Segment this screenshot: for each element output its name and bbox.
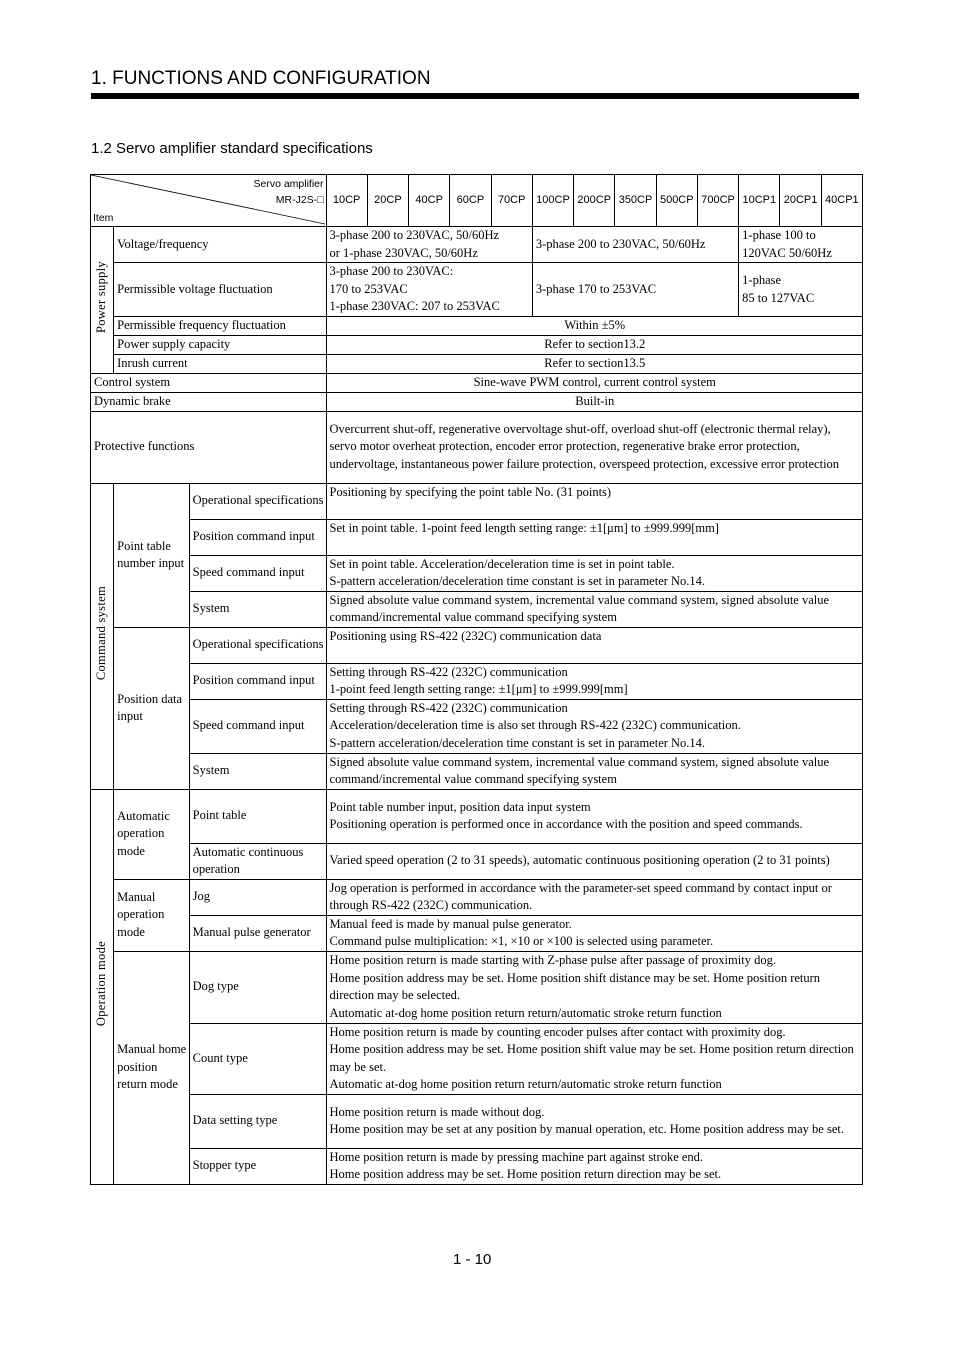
cell-value: Home position return is made by counting encoder pulses after contact with proximity dog. Home position address may be set. Home position shift value may be set. Home position return direction may be set. Automatic at-dog home position return return/automatic stroke return function (326, 1023, 862, 1094)
corner-item: Item (93, 212, 114, 224)
sub-group-label: Point table number input (114, 483, 189, 627)
row-label: Operational specifications (189, 627, 326, 663)
cell-value: 3-phase 200 to 230VAC, 50/60Hz (532, 227, 738, 263)
cell-value: 3-phase 200 to 230VAC: 170 to 253VAC 1-phase 230VAC: 207 to 253VAC (326, 263, 532, 317)
row-label: Permissible voltage fluctuation (114, 263, 326, 317)
cell-value: Positioning by specifying the point table No. (31 points) (326, 483, 862, 519)
row-label: Position command input (189, 519, 326, 555)
row-label: Count type (189, 1023, 326, 1094)
cell-value: Set in point table. Acceleration/deceleration time is set in point table. S-pattern acceleration/deceleration time constant is set in parameter No.14. (326, 555, 862, 591)
sub-group-label: Automatic operation mode (114, 789, 189, 879)
cell-value: Refer to section13.2 (326, 336, 862, 355)
model-header: 700CP (697, 175, 738, 227)
row-label: Control system (91, 374, 327, 393)
cell-value: Setting through RS-422 (232C) communication 1-point feed length setting range: ±1[μm] to ±999.999[mm] (326, 663, 862, 699)
spec-table (90, 174, 863, 1185)
model-header: 350CP (615, 175, 656, 227)
group-power-supply: Power supply (91, 227, 114, 374)
corner-model: MR-J2S-□ (275, 194, 324, 206)
cell-value: Point table number input, position data input system Positioning operation is performed once in accordance with the position and speed commands. (326, 789, 862, 843)
cell-value: Home position return is made starting with Z-phase pulse after passage of proximity dog. Home position address may be set. Home position shift distance may be set. Home position return direction may be selected. Automatic at-dog home position return return/automatic stroke return function (326, 951, 862, 1023)
cell-value: Setting through RS-422 (232C) communication Acceleration/deceleration time is also set through RS-422 (232C) communication. S-pattern acceleration/deceleration time constant is set in parameter No.14. (326, 699, 862, 753)
row-label: Dog type (189, 951, 326, 1023)
cell-value: 1-phase 85 to 127VAC (739, 263, 863, 317)
row-label: Operational specifications (189, 483, 326, 519)
cell-value: Built-in (326, 392, 862, 411)
page-number: 1 - 10 (453, 1251, 492, 1268)
sub-group-label: Position data input (114, 627, 189, 789)
cell-value: Within ±5% (326, 317, 862, 336)
cell-value: 1-phase 100 to 120VAC 50/60Hz (739, 227, 863, 263)
cell-value: Home position return is made by pressing machine part against stroke end. Home position address may be set. Home position return direction may be set. (326, 1148, 862, 1184)
model-header: 20CP (367, 175, 408, 227)
model-header: 40CP1 (821, 175, 862, 227)
cell-value: Varied speed operation (2 to 31 speeds), automatic continuous positioning operation (2 to 31 points) (326, 843, 862, 879)
row-label: Inrush current (114, 355, 326, 374)
row-label: Permissible frequency fluctuation (114, 317, 326, 336)
row-label: Voltage/frequency (114, 227, 326, 263)
corner-servo-amplifier: Servo amplifier (253, 178, 324, 190)
row-label: Position command input (189, 663, 326, 699)
model-header: 60CP (450, 175, 491, 227)
sub-group-label: Manual operation mode (114, 879, 189, 951)
header-rule (91, 93, 859, 99)
row-label: Protective functions (91, 411, 327, 483)
cell-value: 3-phase 200 to 230VAC, 50/60Hz or 1-phase 230VAC, 50/60Hz (326, 227, 532, 263)
model-header: 10CP1 (739, 175, 780, 227)
cell-value: 3-phase 170 to 253VAC (532, 263, 738, 317)
cell-value: Set in point table. 1-point feed length setting range: ±1[μm] to ±999.999[mm] (326, 519, 862, 555)
cell-value: Positioning using RS-422 (232C) communication data (326, 627, 862, 663)
cell-value: Home position return is made without dog. Home position may be set at any position by manual operation, etc. Home position address may be set. (326, 1094, 862, 1148)
model-header: 200CP (574, 175, 615, 227)
table-corner (91, 175, 327, 227)
cell-value: Refer to section13.5 (326, 355, 862, 374)
row-label: Speed command input (189, 555, 326, 591)
section-title: 1.2 Servo amplifier standard specifications (91, 140, 373, 157)
row-label: Power supply capacity (114, 336, 326, 355)
row-label: Speed command input (189, 699, 326, 753)
cell-value: Sine-wave PWM control, current control system (326, 374, 862, 393)
row-label: Automatic continuous operation (189, 843, 326, 879)
model-header: 100CP (532, 175, 573, 227)
row-label: Jog (189, 879, 326, 915)
cell-value: Signed absolute value command system, incremental value command system, signed absolute value command/incremental value command specifying system (326, 591, 862, 627)
model-header: 20CP1 (780, 175, 821, 227)
cell-value: Jog operation is performed in accordance with the parameter-set speed command by contact input or through RS-422 (232C) communication. (326, 879, 862, 915)
group-command-system: Command system (91, 483, 114, 789)
cell-value: Manual feed is made by manual pulse generator. Command pulse multiplication: ×1, ×10 or ×100 is selected using parameter. (326, 915, 862, 951)
row-label: Dynamic brake (91, 392, 327, 411)
row-label: Data setting type (189, 1094, 326, 1148)
row-label: System (189, 591, 326, 627)
row-label: Stopper type (189, 1148, 326, 1184)
model-header: 70CP (491, 175, 532, 227)
cell-value: Overcurrent shut-off, regenerative overvoltage shut-off, overload shut-off (electronic thermal relay), servo motor overheat protection, encoder error protection, regenerative brake error protection, undervoltage, instantaneous power failure protection, overspeed protection, excessive error protection (326, 411, 862, 483)
row-label: Point table (189, 789, 326, 843)
model-header: 10CP (326, 175, 367, 227)
cell-value: Signed absolute value command system, incremental value command system, signed absolute value command/incremental value command specifying system (326, 753, 862, 789)
sub-group-label: Manual home position return mode (114, 951, 189, 1184)
row-label: Manual pulse generator (189, 915, 326, 951)
model-header: 40CP (409, 175, 450, 227)
row-label: System (189, 753, 326, 789)
chapter-title: 1. FUNCTIONS AND CONFIGURATION (91, 68, 431, 89)
model-header: 500CP (656, 175, 697, 227)
group-operation-mode: Operation mode (91, 789, 114, 1184)
